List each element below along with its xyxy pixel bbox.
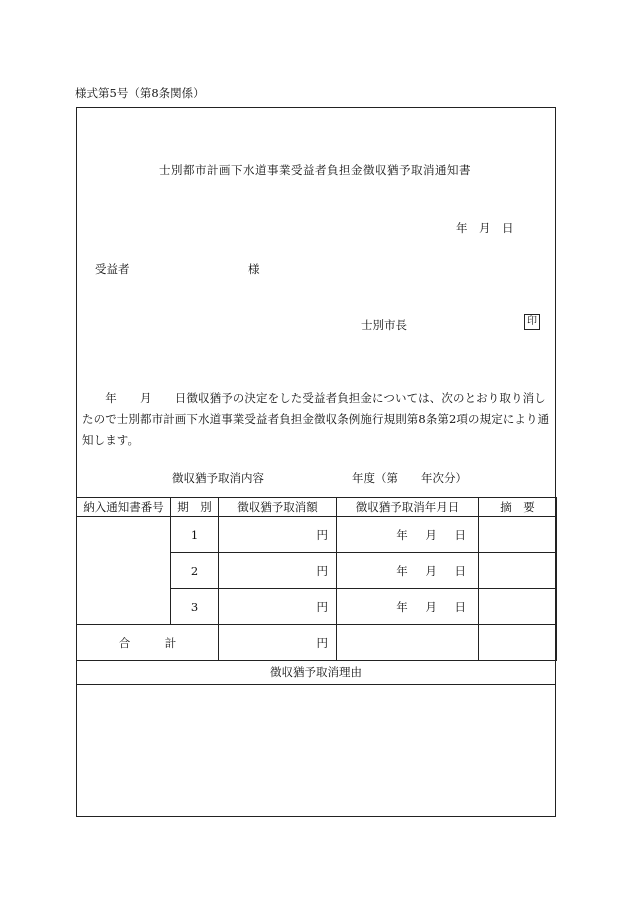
period-cell: 3 [171, 589, 219, 625]
header-period: 期 別 [171, 498, 219, 517]
total-remarks-cell [479, 625, 557, 661]
total-row [77, 625, 557, 661]
date-cell[interactable]: 年 月 日 [337, 553, 479, 589]
period-cell: 2 [171, 553, 219, 589]
date-cell[interactable]: 年 月 日 [337, 589, 479, 625]
cancellation-detail-table [76, 497, 557, 661]
total-amount-cell[interactable]: 円 [219, 625, 337, 661]
header-cancel-amount: 徴収猶予取消額 [219, 498, 337, 517]
remarks-cell[interactable] [479, 589, 557, 625]
cancellation-reason-header: 徴収猶予取消理由 [76, 660, 556, 685]
remarks-cell[interactable] [479, 517, 557, 553]
header-remarks: 摘 要 [479, 498, 557, 517]
cancellation-reason-area[interactable] [77, 686, 555, 816]
form-number-label: 様式第5号（第8条関係） [75, 86, 205, 100]
notice-number-cell[interactable] [77, 517, 171, 625]
amount-cell[interactable]: 円 [219, 589, 337, 625]
header-cancel-date: 徴収猶予取消年月日 [337, 498, 479, 517]
table-row [77, 517, 557, 553]
period-cell: 1 [171, 517, 219, 553]
table-header-row [77, 498, 557, 517]
honorific-sama: 様 [248, 262, 260, 276]
notice-body-text: 年 月 日徴収猶予の決定をした受益者負担金については、次のとおり取り消したので士別都市計画下水道事業受益者負担金徴収条例施行規則第8条第2項の規定により通知します。 [82, 391, 550, 447]
total-label: 合 計 [77, 625, 219, 661]
issue-date-line: 年 月 日 [456, 221, 514, 235]
remarks-cell[interactable] [479, 553, 557, 589]
header-notice-number: 納入通知書番号 [77, 498, 171, 517]
date-cell[interactable]: 年 月 日 [337, 517, 479, 553]
mayor-signature-label: 士別市長 [361, 318, 407, 332]
total-date-cell [337, 625, 479, 661]
cancellation-caption: 徴収猶予取消内容 [172, 471, 264, 485]
amount-cell[interactable]: 円 [219, 517, 337, 553]
fiscal-year-caption: 年度（第 年次分） [352, 471, 467, 485]
seal-stamp: 印 [524, 314, 540, 330]
recipient-label: 受益者 [95, 262, 130, 276]
document-title: 士別都市計画下水道事業受益者負担金徴収猶予取消通知書 [159, 163, 471, 177]
amount-cell[interactable]: 円 [219, 553, 337, 589]
